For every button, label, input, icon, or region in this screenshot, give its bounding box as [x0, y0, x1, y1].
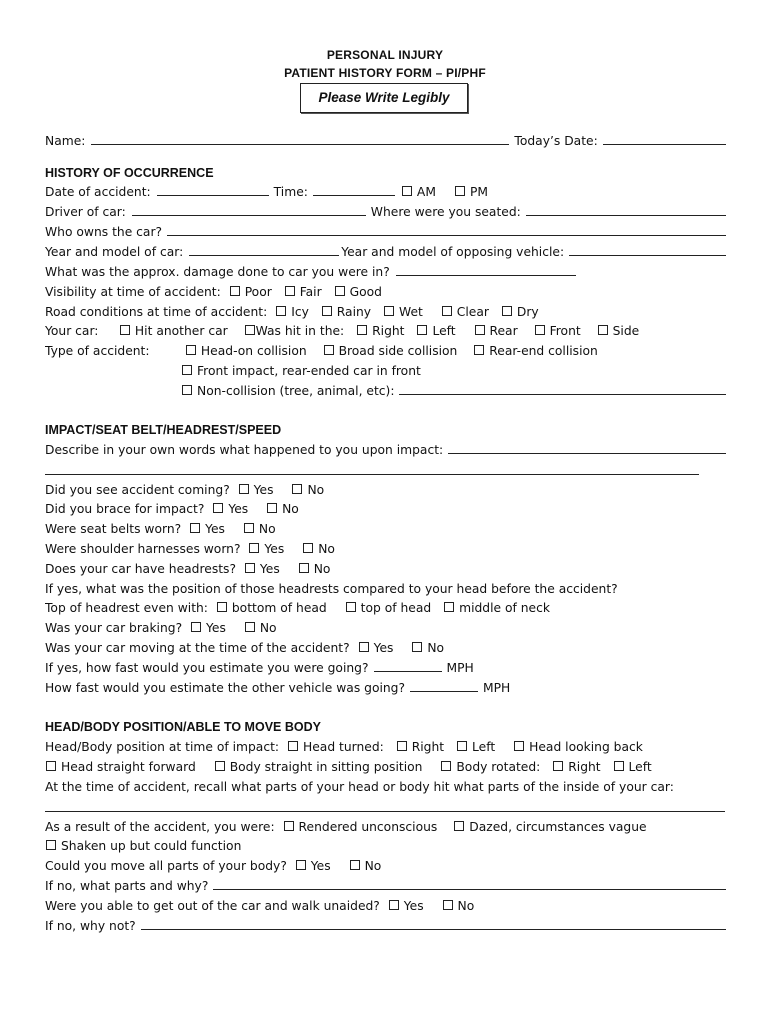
front-impact-checkbox[interactable]: [182, 365, 192, 375]
driver-row: [45, 202, 726, 222]
body-rotated-left-checkbox[interactable]: [614, 761, 624, 771]
hit-rear-checkbox[interactable]: [475, 325, 485, 335]
speed-row: [45, 658, 726, 678]
move-body-no-checkbox[interactable]: [350, 860, 360, 870]
pm-label: PM: [469, 185, 488, 199]
type-of-accident-row: [45, 341, 726, 361]
shaken-checkbox[interactable]: [46, 840, 56, 850]
hit-side-checkbox[interactable]: [598, 325, 608, 335]
todays-date-label: Today’s Date:: [514, 134, 598, 148]
brace-yes-checkbox[interactable]: [213, 503, 223, 513]
non-collision-row: [181, 381, 726, 401]
non-collision-checkbox[interactable]: [182, 385, 192, 395]
seated-field[interactable]: [526, 204, 726, 216]
recall-label: At the time of accident, recall what parts of your head or body hit what parts of the inside of your car:: [45, 780, 674, 794]
middle-of-neck-checkbox[interactable]: [444, 602, 454, 612]
road-dry-checkbox[interactable]: [502, 306, 512, 316]
yes-label: Yes: [373, 641, 394, 655]
position-label: Head/Body position at time of impact:: [45, 740, 280, 754]
moving-label: Was your car moving at the time of the accident?: [45, 641, 350, 655]
bottom-of-head-checkbox[interactable]: [217, 602, 227, 612]
was-hit-checkbox[interactable]: [245, 325, 255, 335]
was-hit-label: Was hit in the:: [255, 324, 345, 338]
road-conditions-label: Road conditions at time of accident:: [45, 305, 268, 319]
visibility-good-label: Good: [349, 285, 382, 299]
road-rainy-label: Rainy: [336, 305, 372, 319]
owner-label: Who owns the car?: [45, 225, 163, 239]
date-of-accident-field[interactable]: [157, 184, 269, 196]
seated-label: Where were you seated:: [370, 205, 521, 219]
describe-label: Describe in your own words what happened to you upon impact:: [45, 443, 444, 457]
non-collision-field[interactable]: [399, 383, 726, 395]
seat-belts-row: [45, 519, 726, 539]
visibility-good-checkbox[interactable]: [335, 286, 345, 296]
no-label: No: [364, 859, 382, 873]
yes-label: Yes: [403, 899, 424, 913]
no-label: No: [258, 522, 276, 536]
form-title: PERSONAL INJURY: [326, 48, 444, 62]
mph-label: MPH: [446, 661, 474, 675]
road-dry-label: Dry: [516, 305, 539, 319]
why-not-label: If no, why not?: [45, 919, 136, 933]
braking-no-checkbox[interactable]: [245, 622, 255, 632]
rear-end-label: Rear-end collision: [489, 344, 598, 358]
harness-yes-checkbox[interactable]: [249, 543, 259, 553]
see-accident-no-checkbox[interactable]: [292, 484, 302, 494]
form-subtitle: PATIENT HISTORY FORM – PI/PHF: [284, 66, 486, 80]
brace-no-checkbox[interactable]: [267, 503, 277, 513]
type-of-accident-label: Type of accident:: [45, 344, 150, 358]
why-not-field[interactable]: [141, 918, 726, 930]
get-out-yes-checkbox[interactable]: [389, 900, 399, 910]
brace-label: Did you brace for impact?: [45, 502, 205, 516]
front-impact-row: [181, 361, 726, 381]
brace-row: [45, 499, 726, 519]
road-icy-checkbox[interactable]: [276, 306, 286, 316]
harness-no-checkbox[interactable]: [303, 543, 313, 553]
headrests-label: Does your car have headrests?: [45, 562, 236, 576]
moving-no-checkbox[interactable]: [412, 642, 422, 652]
driver-label: Driver of car:: [45, 205, 126, 219]
recall-field[interactable]: [45, 811, 725, 812]
visibility-label: Visibility at time of accident:: [45, 285, 221, 299]
visibility-poor-label: Poor: [244, 285, 272, 299]
visibility-fair-checkbox[interactable]: [285, 286, 295, 296]
am-label: AM: [416, 185, 436, 199]
other-speed-field[interactable]: [410, 680, 478, 692]
date-time-row: [45, 182, 726, 202]
todays-date-field[interactable]: [603, 133, 726, 145]
head-straight-checkbox[interactable]: [46, 761, 56, 771]
visibility-row: [45, 282, 726, 302]
hit-rear-label: Rear: [489, 324, 518, 338]
body-straight-checkbox[interactable]: [215, 761, 225, 771]
head-straight-label: Head straight forward: [61, 760, 196, 774]
hit-right-checkbox[interactable]: [357, 325, 367, 335]
name-label: Name:: [45, 134, 86, 148]
year-model-field[interactable]: [189, 244, 339, 256]
head-looking-back-label: Head looking back: [529, 740, 643, 754]
pm-checkbox[interactable]: [455, 186, 465, 196]
road-icy-label: Icy: [291, 305, 309, 319]
no-label: No: [427, 641, 445, 655]
no-label: No: [457, 899, 475, 913]
shaken-row: [45, 836, 726, 856]
headrests-no-checkbox[interactable]: [299, 563, 309, 573]
yes-label: Yes: [228, 502, 249, 516]
hit-left-label: Left: [432, 324, 456, 338]
move-body-row: [45, 856, 726, 876]
name-row: [45, 131, 726, 151]
top-of-headrest-row: [45, 598, 726, 618]
head-on-checkbox[interactable]: [186, 345, 196, 355]
no-label: No: [259, 621, 277, 635]
time-label: Time:: [273, 185, 308, 199]
shaken-label: Shaken up but could function: [61, 839, 242, 853]
other-speed-row: [45, 678, 726, 698]
other-speed-label: How fast would you estimate the other vehicle was going?: [45, 681, 406, 695]
yes-label: Yes: [206, 621, 226, 635]
headrests-yes-checkbox[interactable]: [245, 563, 255, 573]
hit-side-label: Side: [612, 324, 640, 338]
get-out-no-checkbox[interactable]: [443, 900, 453, 910]
yes-label: Yes: [310, 859, 331, 873]
name-field[interactable]: [91, 133, 509, 145]
non-collision-label: Non-collision (tree, animal, etc):: [197, 384, 395, 398]
see-accident-yes-checkbox[interactable]: [239, 484, 249, 494]
get-out-label: Were you able to get out of the car and walk unaided?: [45, 899, 380, 913]
harness-label: Were shoulder harnesses worn?: [45, 542, 241, 556]
top-of-headrest-label: Top of headrest even with:: [45, 601, 208, 615]
braking-label: Was your car braking?: [45, 621, 183, 635]
unconscious-label: Rendered unconscious: [298, 820, 438, 834]
headrest-position-question: If yes, what was the position of those headrests compared to your head before the accident?: [45, 582, 618, 596]
seat-belts-yes-checkbox[interactable]: [190, 523, 200, 533]
time-field[interactable]: [313, 184, 395, 196]
body-straight-row: [45, 757, 726, 777]
hit-front-checkbox[interactable]: [535, 325, 545, 335]
harness-row: [45, 539, 726, 559]
road-wet-label: Wet: [399, 305, 423, 319]
body-heading: HEAD/BODY POSITION/ABLE TO MOVE BODY: [45, 720, 321, 734]
right-label: Right: [568, 760, 601, 774]
yes-label: Yes: [205, 522, 225, 536]
move-body-yes-checkbox[interactable]: [296, 860, 306, 870]
road-clear-checkbox[interactable]: [442, 306, 452, 316]
describe-field-continued[interactable]: [45, 474, 699, 475]
body-rotated-label: Body rotated:: [456, 760, 541, 774]
visibility-poor-checkbox[interactable]: [230, 286, 240, 296]
head-turned-checkbox[interactable]: [288, 741, 298, 751]
damage-label: What was the approx. damage done to car you were in?: [45, 265, 390, 279]
headrests-row: [45, 559, 726, 579]
road-wet-checkbox[interactable]: [384, 306, 394, 316]
which-parts-field[interactable]: [213, 878, 726, 890]
driver-field[interactable]: [132, 204, 366, 216]
no-label: No: [313, 562, 331, 576]
date-of-accident-label: Date of accident:: [45, 185, 151, 199]
no-label: No: [318, 542, 335, 556]
hit-another-car-label: Hit another car: [134, 324, 228, 338]
braking-row: [45, 618, 726, 638]
hit-right-label: Right: [372, 324, 405, 338]
braking-yes-checkbox[interactable]: [191, 622, 201, 632]
yes-label: Yes: [259, 562, 280, 576]
yes-label: Yes: [264, 542, 285, 556]
head-looking-back-checkbox[interactable]: [514, 741, 524, 751]
broad-side-checkbox[interactable]: [324, 345, 334, 355]
hit-front-label: Front: [549, 324, 581, 338]
describe-row: [45, 440, 726, 460]
your-car-row: [45, 321, 726, 341]
why-not-row: [45, 916, 726, 936]
rear-end-checkbox[interactable]: [474, 345, 484, 355]
damage-row: [45, 262, 726, 282]
broad-side-label: Broad side collision: [338, 344, 458, 358]
no-label: No: [282, 502, 299, 516]
top-of-head-label: top of head: [360, 601, 432, 615]
result-label: As a result of the accident, you were:: [45, 820, 275, 834]
see-accident-label: Did you see accident coming?: [45, 483, 230, 497]
get-out-row: [45, 896, 726, 916]
body-rotated-checkbox[interactable]: [441, 761, 451, 771]
speed-label: If yes, how fast would you estimate you were going?: [45, 661, 369, 675]
see-accident-row: [45, 480, 726, 500]
hit-left-checkbox[interactable]: [417, 325, 427, 335]
result-row: [45, 817, 726, 837]
road-conditions-row: [45, 302, 726, 322]
opposing-vehicle-label: Year and model of opposing vehicle:: [341, 245, 565, 259]
mph-label: MPH: [483, 681, 511, 695]
speed-field[interactable]: [374, 660, 442, 672]
head-turned-right-checkbox[interactable]: [397, 741, 407, 751]
hit-another-car-checkbox[interactable]: [120, 325, 130, 335]
dazed-checkbox[interactable]: [454, 821, 464, 831]
moving-yes-checkbox[interactable]: [359, 642, 369, 652]
am-checkbox[interactable]: [402, 186, 412, 196]
move-body-label: Could you move all parts of your body?: [45, 859, 287, 873]
owner-row: [45, 222, 726, 242]
left-label: Left: [472, 740, 496, 754]
bottom-of-head-label: bottom of head: [231, 601, 327, 615]
year-model-label: Year and model of car:: [45, 245, 184, 259]
middle-of-neck-label: middle of neck: [459, 601, 551, 615]
your-car-label: Your car:: [45, 324, 99, 338]
dazed-label: Dazed, circumstances vague: [469, 820, 647, 834]
body-rotated-right-checkbox[interactable]: [553, 761, 563, 771]
head-on-label: Head-on collision: [200, 344, 307, 358]
which-parts-row: [45, 876, 726, 896]
road-clear-label: Clear: [456, 305, 489, 319]
damage-field[interactable]: [396, 264, 576, 276]
right-label: Right: [411, 740, 445, 754]
front-impact-label: Front impact, rear-ended car in front: [197, 364, 421, 378]
head-body-position-row: [45, 737, 726, 757]
which-parts-label: If no, what parts and why?: [45, 879, 209, 893]
impact-heading: IMPACT/SEAT BELT/HEADREST/SPEED: [45, 423, 282, 437]
top-of-head-checkbox[interactable]: [346, 602, 356, 612]
unconscious-checkbox[interactable]: [284, 821, 294, 831]
describe-field[interactable]: [448, 442, 726, 454]
head-turned-left-checkbox[interactable]: [457, 741, 467, 751]
opposing-vehicle-field[interactable]: [569, 244, 726, 256]
legibility-notice: Please Write Legibly: [300, 83, 468, 113]
history-heading: HISTORY OF OCCURRENCE: [45, 166, 214, 180]
seat-belts-label: Were seat belts worn?: [45, 522, 182, 536]
left-label: Left: [628, 760, 652, 774]
year-model-row: [45, 242, 726, 262]
no-label: No: [307, 483, 325, 497]
seat-belts-no-checkbox[interactable]: [244, 523, 254, 533]
road-rainy-checkbox[interactable]: [322, 306, 332, 316]
yes-label: Yes: [253, 483, 274, 497]
head-turned-label: Head turned:: [302, 740, 384, 754]
visibility-fair-label: Fair: [299, 285, 322, 299]
body-straight-label: Body straight in sitting position: [229, 760, 423, 774]
owner-field[interactable]: [167, 224, 726, 236]
moving-row: [45, 638, 726, 658]
